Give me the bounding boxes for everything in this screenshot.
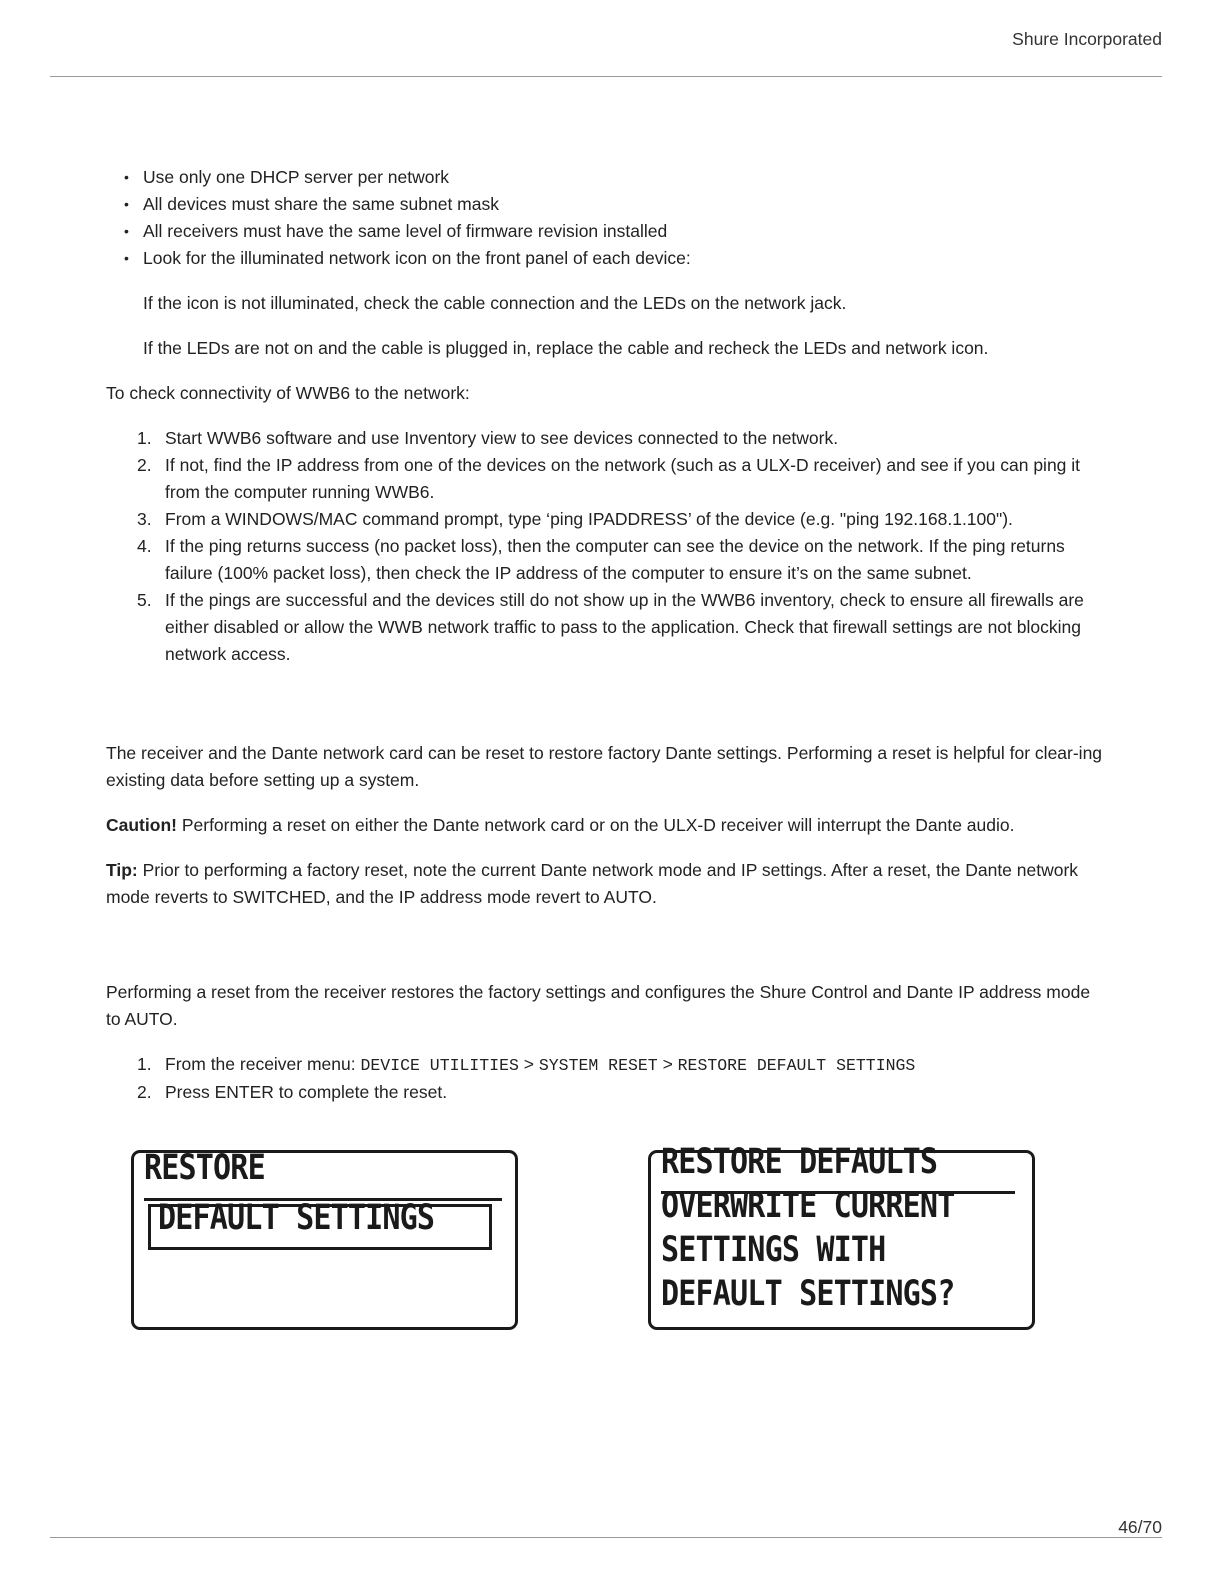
- lcd-restore-menu-screen: [131, 1150, 518, 1330]
- menu-path-restore-default-settings: RESTORE DEFAULT SETTINGS: [677, 1056, 916, 1075]
- step-number: 5.: [137, 590, 152, 610]
- step-number: 1.: [137, 428, 152, 448]
- step-text: Press ENTER to complete the reset.: [165, 1082, 448, 1102]
- lcd-line: OVERWRITE CURRENT: [661, 1186, 955, 1226]
- footer-divider: [50, 1537, 1162, 1538]
- step-number: 3.: [137, 509, 152, 529]
- page-content: [106, 164, 1106, 1106]
- list-item: [106, 1051, 1106, 1079]
- list-item: [106, 1079, 1106, 1106]
- reset-intro: The receiver and the Dante network card can be reset to restore factory Dante settings. Performing a reset is helpful for clear-ing existing data before setting up a system.: [106, 743, 1103, 790]
- list-item: • Use only one DHCP server per network: [122, 164, 1106, 191]
- menu-separator: >: [518, 1054, 539, 1074]
- reset-steps-list: [106, 1051, 1106, 1106]
- menu-path-device-utilities: DEVICE UTILITIES: [360, 1056, 519, 1075]
- icon-not-illuminated-note: If the icon is not illuminated, check the cable connection and the LEDs on the network jack.: [143, 293, 847, 313]
- step-text: If the ping returns success (no packet loss), then the computer can see the device on the network. If the ping returns failure (100% packet loss), then check the IP address of the computer to ensure it’s on the same subnet.: [165, 536, 1065, 583]
- tip-text: Prior to performing a factory reset, note the current Dante network mode and IP settings. After a reset, the Dante network mode reverts to SWITCHED, and the IP address mode revert to AUTO.: [106, 860, 1079, 907]
- list-item: • Look for the illuminated network icon on the front panel of each device:: [122, 245, 1106, 272]
- menu-path-system-reset: SYSTEM RESET: [538, 1056, 658, 1075]
- connectivity-steps-list: [106, 425, 1106, 668]
- header-company-name: Shure Incorporated: [1012, 29, 1162, 49]
- caution-note: [106, 812, 1106, 839]
- list-item: • All devices must share the same subnet mask: [122, 191, 1106, 218]
- lcd-title: RESTORE DEFAULTS: [661, 1142, 938, 1182]
- connectivity-intro: To check connectivity of WWB6 to the network:: [106, 383, 470, 403]
- leds-not-on-note: If the LEDs are not on and the cable is plugged in, replace the cable and recheck the LEDs and network icon.: [143, 338, 989, 358]
- tip-note: [106, 857, 1106, 911]
- step-number: 2.: [137, 455, 152, 475]
- lcd-restore-confirm-screen: [648, 1142, 1035, 1330]
- network-requirements-list: [122, 164, 1106, 272]
- step-number: 2.: [137, 1082, 152, 1102]
- step-text: Start WWB6 software and use Inventory view to see devices connected to the network.: [165, 428, 839, 448]
- header-divider: [50, 76, 1162, 77]
- receiver-reset-intro: Performing a reset from the receiver restores the factory settings and configures the Shure Control and Dante IP address mode to AUTO.: [106, 982, 1091, 1029]
- step-number: 4.: [137, 536, 152, 556]
- list-item: [106, 587, 1106, 668]
- lcd-line: DEFAULT SETTINGS?: [661, 1274, 955, 1314]
- list-item: [106, 452, 1106, 506]
- list-item: [106, 533, 1106, 587]
- caution-text: Performing a reset on either the Dante network card or on the ULX-D receiver will interrupt the Dante audio.: [176, 815, 1015, 835]
- tip-label: Tip:: [106, 860, 138, 880]
- step-text: If the pings are successful and the devices still do not show up in the WWB6 inventory, check to ensure all firewalls are either disabled or allow the WWB network traffic to pass to the application. Check that firewall settings are not blocking network access.: [165, 590, 1084, 664]
- list-item: [106, 506, 1106, 533]
- caution-label: Caution!: [106, 815, 177, 835]
- page-number: 46/70: [1118, 1517, 1162, 1537]
- step-text: From a WINDOWS/MAC command prompt, type ‘ping IPADDRESS’ of the device (e.g. "ping 192.168.1.100").: [165, 509, 1013, 529]
- lcd-line: SETTINGS WITH: [661, 1230, 886, 1270]
- step-text: From the receiver menu:: [165, 1054, 361, 1074]
- menu-separator: >: [657, 1054, 678, 1074]
- list-item: • All receivers must have the same level of firmware revision installed: [122, 218, 1106, 245]
- lcd-title: RESTORE: [144, 1148, 265, 1188]
- list-item: [106, 425, 1106, 452]
- step-number: 1.: [137, 1054, 152, 1074]
- lcd-selected-option: DEFAULT SETTINGS: [158, 1198, 435, 1238]
- step-text: If not, find the IP address from one of the devices on the network (such as a ULX-D receiver) and see if you can ping it from the computer running WWB6.: [165, 455, 1081, 502]
